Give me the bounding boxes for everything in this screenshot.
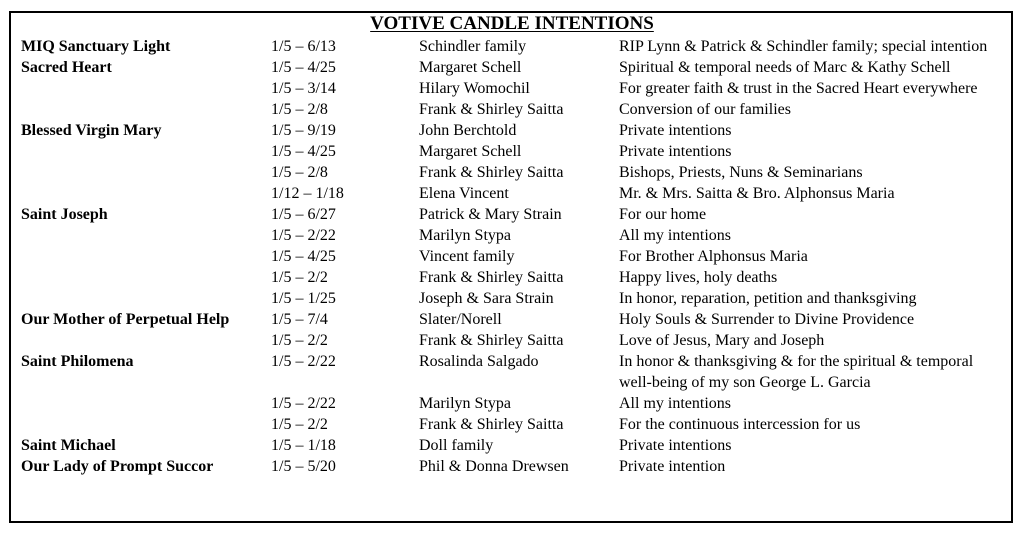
- intention-row: [21, 57, 1011, 78]
- intention-cell: Private intention: [619, 458, 726, 475]
- intention-cell: Private intentions: [619, 122, 732, 139]
- intention-cell: Conversion of our families: [619, 101, 791, 118]
- donor-name-cell: Slater/Norell: [419, 311, 502, 328]
- intention-cell: Private intentions: [619, 143, 732, 160]
- intention-cell: Happy lives, holy deaths: [619, 269, 778, 286]
- intention-cell: All my intentions: [619, 395, 731, 412]
- intentions-list: [21, 36, 1011, 477]
- category-cell: Sacred Heart: [21, 59, 112, 76]
- category-cell: MIQ Sanctuary Light: [21, 38, 171, 55]
- donor-name-cell: Phil & Donna Drewsen: [419, 458, 569, 475]
- donor-name-cell: Frank & Shirley Saitta: [419, 101, 564, 118]
- intention-row: [21, 330, 1011, 351]
- date-range-cell: 1/5 – 9/19: [271, 122, 336, 139]
- donor-name-cell: Doll family: [419, 437, 494, 454]
- intention-cell: Bishops, Priests, Nuns & Seminarians: [619, 164, 863, 181]
- date-range-cell: 1/5 – 2/22: [271, 395, 336, 412]
- donor-name-cell: Joseph & Sara Strain: [419, 290, 554, 307]
- intention-cell: For the continuous intercession for us: [619, 416, 861, 433]
- date-range-cell: 1/5 – 3/14: [271, 80, 336, 97]
- intention-cell: Love of Jesus, Mary and Joseph: [619, 332, 825, 349]
- intention-cell: Private intentions: [619, 437, 732, 454]
- document-title: VOTIVE CANDLE INTENTIONS: [370, 13, 654, 34]
- intention-row: [21, 141, 1011, 162]
- donor-name-cell: Marilyn Stypa: [419, 395, 511, 412]
- intention-cell: In honor & thanksgiving & for the spiritual & temporal well-being of my son George L. Garcia: [619, 353, 974, 391]
- category-cell: Our Mother of Perpetual Help: [21, 311, 230, 328]
- category-cell: Our Lady of Prompt Succor: [21, 458, 214, 475]
- intention-row: [21, 351, 1011, 393]
- intention-cell: Holy Souls & Surrender to Divine Providence: [619, 311, 915, 328]
- intention-cell: Spiritual & temporal needs of Marc & Kathy Schell: [619, 59, 951, 76]
- category-cell: Saint Michael: [21, 437, 116, 454]
- category-cell: Saint Philomena: [21, 353, 134, 370]
- donor-name-cell: Frank & Shirley Saitta: [419, 416, 564, 433]
- intention-row: [21, 456, 1011, 477]
- date-range-cell: 1/5 – 2/8: [271, 164, 328, 181]
- date-range-cell: 1/5 – 2/2: [271, 332, 328, 349]
- date-range-cell: 1/5 – 2/8: [271, 101, 328, 118]
- intention-cell: For our home: [619, 206, 707, 223]
- intention-row: [21, 99, 1011, 120]
- intention-row: [21, 435, 1011, 456]
- date-range-cell: 1/5 – 6/27: [271, 206, 336, 223]
- donor-name-cell: Margaret Schell: [419, 143, 522, 160]
- date-range-cell: 1/5 – 2/22: [271, 227, 336, 244]
- donor-name-cell: Patrick & Mary Strain: [419, 206, 562, 223]
- intention-row: [21, 162, 1011, 183]
- donor-name-cell: Vincent family: [419, 248, 515, 265]
- category-cell: Saint Joseph: [21, 206, 108, 223]
- donor-name-cell: Elena Vincent: [419, 185, 509, 202]
- intention-cell: All my intentions: [619, 227, 731, 244]
- intention-cell: RIP Lynn & Patrick & Schindler family; special intention: [619, 38, 988, 55]
- donor-name-cell: Hilary Womochil: [419, 80, 530, 97]
- date-range-cell: 1/5 – 5/20: [271, 458, 336, 475]
- date-range-cell: 1/5 – 2/2: [271, 269, 328, 286]
- intention-row: [21, 36, 1011, 57]
- intention-cell: For greater faith & trust in the Sacred Heart everywhere: [619, 80, 978, 97]
- intention-row: [21, 225, 1011, 246]
- intention-row: [21, 204, 1011, 225]
- intention-row: [21, 288, 1011, 309]
- donor-name-cell: John Berchtold: [419, 122, 517, 139]
- intention-cell: Mr. & Mrs. Saitta & Bro. Alphonsus Maria: [619, 185, 895, 202]
- date-range-cell: 1/5 – 4/25: [271, 59, 336, 76]
- donor-name-cell: Frank & Shirley Saitta: [419, 164, 564, 181]
- intention-row: [21, 309, 1011, 330]
- intention-row: [21, 267, 1011, 288]
- intention-row: [21, 120, 1011, 141]
- donor-name-cell: Margaret Schell: [419, 59, 522, 76]
- date-range-cell: 1/5 – 4/25: [271, 143, 336, 160]
- date-range-cell: 1/5 – 2/2: [271, 416, 328, 433]
- intention-cell: In honor, reparation, petition and thanksgiving: [619, 290, 917, 307]
- date-range-cell: 1/12 – 1/18: [271, 185, 344, 202]
- intention-row: [21, 393, 1011, 414]
- intention-row: [21, 78, 1011, 99]
- intention-row: [21, 414, 1011, 435]
- donor-name-cell: Rosalinda Salgado: [419, 353, 539, 370]
- category-cell: Blessed Virgin Mary: [21, 122, 162, 139]
- date-range-cell: 1/5 – 2/22: [271, 353, 336, 370]
- donor-name-cell: Schindler family: [419, 38, 527, 55]
- date-range-cell: 1/5 – 1/18: [271, 437, 336, 454]
- intention-row: [21, 246, 1011, 267]
- date-range-cell: 1/5 – 4/25: [271, 248, 336, 265]
- date-range-cell: 1/5 – 1/25: [271, 290, 336, 307]
- donor-name-cell: Frank & Shirley Saitta: [419, 269, 564, 286]
- donor-name-cell: Marilyn Stypa: [419, 227, 511, 244]
- date-range-cell: 1/5 – 6/13: [271, 38, 336, 55]
- donor-name-cell: Frank & Shirley Saitta: [419, 332, 564, 349]
- date-range-cell: 1/5 – 7/4: [271, 311, 328, 328]
- intention-cell: For Brother Alphonsus Maria: [619, 248, 808, 265]
- intention-row: [21, 183, 1011, 204]
